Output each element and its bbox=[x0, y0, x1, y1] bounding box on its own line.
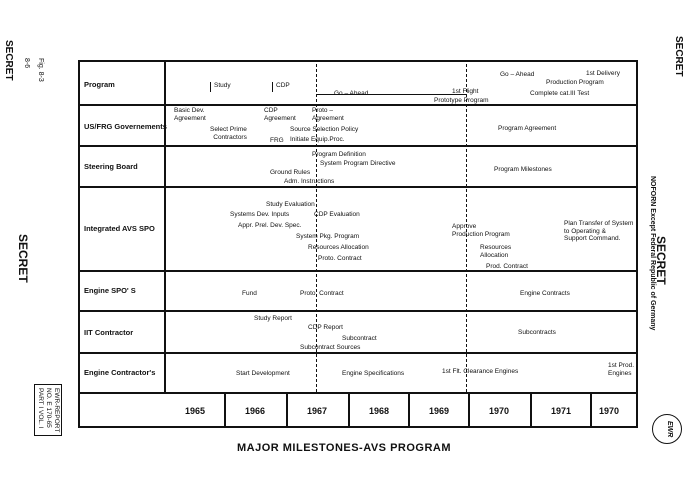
row-divider bbox=[80, 104, 636, 106]
event-select-prime-contractors: Select Prime Contractors bbox=[210, 126, 247, 141]
row-label-engine-spo: Engine SPO' S bbox=[84, 286, 136, 295]
year-band-divider bbox=[80, 392, 636, 394]
event-proto-contract: Proto. Contract bbox=[318, 255, 362, 262]
event-resources-allocation-2: Resources Allocation bbox=[480, 244, 512, 259]
year-label: 1969 bbox=[428, 406, 450, 416]
event-cdp-agreement: CDP Agreement bbox=[264, 107, 296, 122]
year-divider bbox=[348, 392, 350, 428]
event-cat-iii-test: Complete cat.III Test bbox=[530, 90, 590, 97]
right-secret-stamp-top: SECRET bbox=[673, 36, 684, 77]
year-label: 1966 bbox=[244, 406, 266, 416]
event-cdp-report: CDP Report bbox=[308, 324, 343, 331]
row-divider bbox=[80, 186, 636, 188]
milestone-tick bbox=[272, 82, 273, 92]
event-engine-specifications: Engine Specifications bbox=[342, 370, 405, 377]
ewr-logo-text: EWR bbox=[666, 421, 673, 438]
row-label-spo: Integrated AVS SPO bbox=[84, 224, 155, 233]
row-divider bbox=[80, 352, 636, 354]
event-subcontract-sources: Subcontract Sources bbox=[300, 344, 361, 351]
page-number: 8-6 bbox=[23, 58, 30, 69]
event-study-report: Study Report bbox=[254, 315, 292, 322]
event-first-prod-engines: 1st Prod. Engines bbox=[608, 362, 635, 377]
chart-title: MAJOR MILESTONES-AVS PROGRAM bbox=[236, 442, 452, 454]
row-label-steering: Steering Board bbox=[84, 162, 138, 171]
event-cdp: CDP bbox=[276, 82, 290, 89]
milestone-tick bbox=[210, 82, 211, 92]
event-go-ahead: Go – Ahead bbox=[334, 90, 369, 97]
event-approve-production-program: Approve Production Program bbox=[452, 223, 510, 238]
event-engine-contracts: Engine Contracts bbox=[520, 290, 570, 297]
year-divider bbox=[468, 392, 470, 428]
event-first-flt-clearance: 1st Flt. Clearance Engines bbox=[442, 368, 519, 375]
event-systems-dev-inputs: Systems Dev. Inputs bbox=[230, 211, 290, 218]
ewr-logo bbox=[652, 414, 682, 444]
event-fund: Fund bbox=[242, 290, 257, 297]
left-secret-stamp-mid: SECRET bbox=[16, 234, 30, 283]
event-study: Study bbox=[214, 82, 231, 89]
row-divider bbox=[80, 270, 636, 272]
event-cdp-evaluation: CDP Evaluation bbox=[314, 211, 360, 218]
year-label: 1967 bbox=[306, 406, 328, 416]
event-program-agreement: Program Agreement bbox=[498, 125, 557, 132]
figure-label: Fig. 8-3 bbox=[37, 58, 44, 82]
event-prototype-program: Prototype Program bbox=[434, 97, 489, 104]
year-divider bbox=[530, 392, 532, 428]
event-program-definition: Program Definition bbox=[312, 151, 366, 158]
label-column-divider bbox=[164, 62, 166, 392]
event-production-go-ahead: Go – Ahead bbox=[500, 71, 535, 78]
event-plan-transfer: Plan Transfer of System to Operating & Support Command. bbox=[564, 220, 634, 242]
event-prod-contract: Prod. Contract bbox=[486, 263, 528, 270]
event-production-program: Production Program bbox=[546, 79, 604, 86]
row-label-iit: IIT Contractor bbox=[84, 328, 134, 337]
year-divider bbox=[590, 392, 592, 428]
row-label-program: Program bbox=[84, 80, 115, 89]
row-label-gov: US/FRG Governements bbox=[84, 122, 167, 131]
right-secret-stamp-mid: SECRET bbox=[654, 236, 668, 285]
year-divider bbox=[224, 392, 226, 428]
row-label-engine-contractor: Engine Contractor's bbox=[84, 368, 156, 377]
event-frg: FRG bbox=[270, 137, 284, 144]
left-secret-stamp-top: SECRET bbox=[3, 40, 14, 81]
event-appr-prel-dev-spec: Appr. Prel. Dev. Spec. bbox=[238, 222, 302, 229]
event-first-flight: 1st Flight bbox=[452, 88, 479, 95]
year-divider bbox=[286, 392, 288, 428]
event-system-program-directive: System Program Directive bbox=[320, 160, 396, 167]
event-engine-proto-contract: Proto. Contract bbox=[300, 290, 344, 297]
row-divider bbox=[80, 310, 636, 312]
event-subcontracts: Subcontracts bbox=[518, 329, 556, 336]
year-divider bbox=[408, 392, 410, 428]
event-first-delivery: 1st Delivery bbox=[586, 70, 620, 77]
event-start-development: Start Development bbox=[236, 370, 290, 377]
year-label: 1970 bbox=[488, 406, 510, 416]
event-resources-allocation: Resources Allocation bbox=[308, 244, 369, 251]
event-basic-dev-agreement: Basic Dev. Agreement bbox=[174, 107, 206, 122]
year-label: 1965 bbox=[184, 406, 206, 416]
year-label: 1968 bbox=[368, 406, 390, 416]
event-proto-agreement: Proto – Agreement bbox=[312, 107, 344, 122]
year-label: 1971 bbox=[550, 406, 572, 416]
event-system-pkg-program: System Pkg. Program bbox=[296, 233, 360, 240]
event-ground-rules: Ground Rules bbox=[270, 169, 311, 176]
noforn-marking: NOFORN Except Federal Republic of Germany bbox=[649, 176, 656, 331]
event-subcontract: Subcontract bbox=[342, 335, 377, 342]
event-initiate-equip-proc: Initiate Equip.Proc. bbox=[290, 136, 345, 143]
milestone-chart bbox=[78, 60, 638, 428]
row-divider bbox=[80, 145, 636, 147]
event-study-evaluation: Study Evaluation bbox=[266, 201, 315, 208]
report-id: EWR-REPORT NO. E 170-65 PART I VOL. I bbox=[34, 384, 62, 436]
timeline-bar bbox=[316, 94, 466, 95]
event-adm-instructions: Adm. Instructions bbox=[284, 178, 335, 185]
year-label: 1970 bbox=[598, 406, 620, 416]
event-source-selection-policy: Source Selection Policy bbox=[290, 126, 359, 133]
event-program-milestones: Program Milestones bbox=[494, 166, 552, 173]
